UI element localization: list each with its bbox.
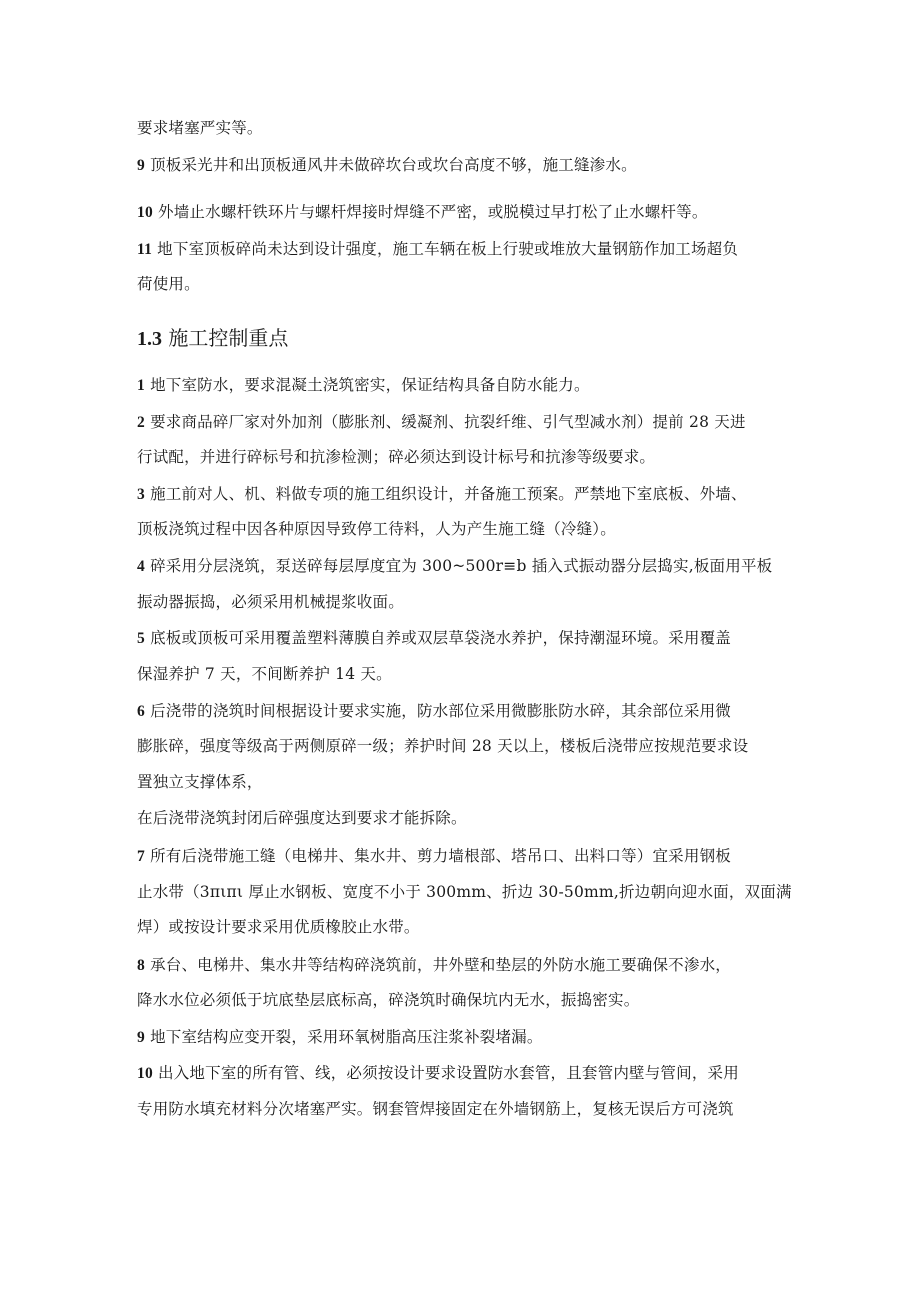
text-line: 顶板浇筑过程中因各种原因导致停工待料，人为产生施工缝（冷缝）。 — [137, 520, 616, 538]
text-line: 置独立支撑体系， — [137, 773, 263, 791]
list-item: 4 碎采用分层浇筑，泵送碎每层厚度宜为 300~500r≡b 插入式振动器分层捣实,板面用平板 — [137, 557, 773, 575]
text-line: 专用防水填充材料分次堵塞严实。钢套管焊接固定在外墙钢筋上，复核无误后方可浇筑 — [137, 1100, 734, 1118]
text-line: 保湿养护 7 天，不间断养护 14 天。 — [137, 665, 392, 683]
text-line: 焊）或按设计要求采用优质橡胶止水带。 — [137, 918, 420, 936]
list-item: 3 施工前对人、机、料做专项的施工组织设计，并备施工预案。严禁地下室底板、外墙、 — [137, 485, 747, 503]
section-heading: 1.3 施工控制重点 — [137, 326, 289, 350]
list-item: 6 后浇带的浇筑时间根据设计要求实施，防水部位采用微膨胀防水碎，其余部位采用微 — [137, 702, 731, 720]
text-line: 止水带（3πιπι 厚止水钢板、宽度不小于 300mm、折边 30-50mm,折边朝向迎水面，双面满 — [137, 883, 792, 901]
text-line: 膨胀碎，强度等级高于两侧原碎一级；养护时间 28 天以上，楼板后浇带应按规范要求设 — [137, 737, 749, 755]
text-line: 降水水位必须低于坑底垫层底标高，碎浇筑时确保坑内无水，振捣密实。 — [137, 991, 640, 1009]
list-item: 10 外墙止水螺杆铁环片与螺杆焊接时焊缝不严密，或脱模过早打松了止水螺杆等。 — [137, 203, 708, 221]
list-item: 11 地下室顶板碎尚未达到设计强度，施工车辆在板上行驶或堆放大量钢筋作加工场超负 — [137, 240, 739, 258]
list-item: 9 顶板采光井和出顶板通风井未做碎坎台或坎台高度不够，施工缝渗水。 — [137, 156, 637, 174]
list-item: 7 所有后浇带施工缝（电梯井、集水井、剪力墙根部、塔吊口、出料口等）宜采用钢板 — [137, 847, 731, 865]
text-line: 行试配，并进行碎标号和抗渗检测；碎必须达到设计标号和抗渗等级要求。 — [137, 448, 656, 466]
list-item: 2 要求商品碎厂家对外加剂（膨胀剂、缓凝剂、抗裂纤维、引气型减水剂）提前 28 天进 — [137, 413, 746, 431]
list-item: 5 底板或顶板可采用覆盖塑料薄膜自养或双层草袋浇水养护，保持潮湿环境。采用覆盖 — [137, 629, 731, 647]
list-item: 1 地下室防水，要求混凝土浇筑密实，保证结构具备自防水能力。 — [137, 376, 590, 394]
list-item: 9 地下室结构应变开裂，采用环氧树脂高压注浆补裂堵漏。 — [137, 1028, 543, 1046]
list-item: 8 承台、电梯井、集水井等结构碎浇筑前，井外壁和垫层的外防水施工要确保不渗水， — [137, 956, 731, 974]
text-line: 振动器振捣，必须采用机械提浆收面。 — [137, 593, 404, 611]
text-line: 荷使用。 — [137, 275, 200, 293]
list-item: 10 出入地下室的所有管、线，必须按设计要求设置防水套管，且套管内壁与管间，采用 — [137, 1064, 739, 1082]
text-line: 要求堵塞严实等。 — [137, 119, 263, 137]
text-line: 在后浇带浇筑封闭后碎强度达到要求才能拆除。 — [137, 809, 467, 827]
